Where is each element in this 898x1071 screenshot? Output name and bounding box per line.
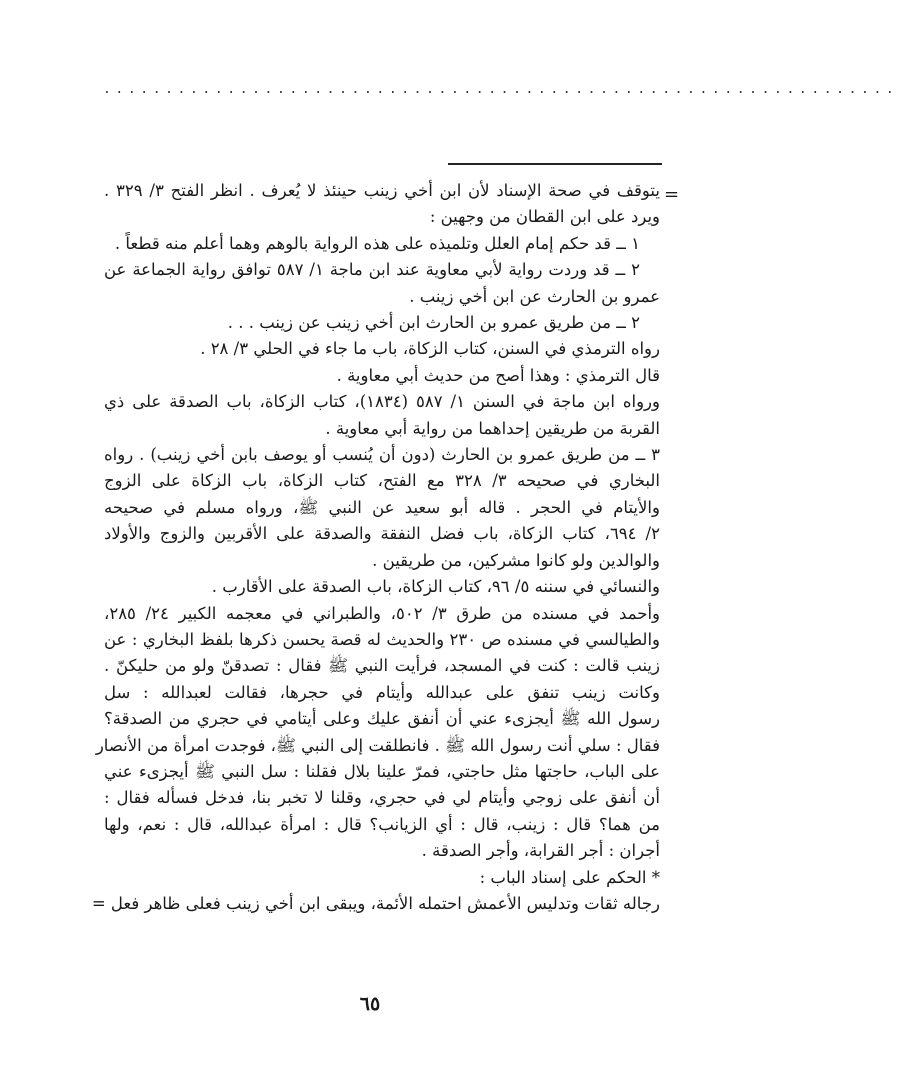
- text-line: ٣ ــ من طريق عمرو بن الحارث (دون أن يُنسب أو يوصف بابن أخي زينب) . رواه: [104, 445, 660, 465]
- text-line: والوالدين ولو كانوا مشركين، من طريقين .: [372, 550, 660, 570]
- footnote-separator: [448, 163, 662, 165]
- text-line: والطيالسي في مسنده ص ٢٣٠ والحديث له قصة يحسن ذكرها بلفظ البخاري : عن: [104, 629, 661, 649]
- text-line: أجران : أجر القرابة، وأجر الصدقة .: [421, 841, 660, 861]
- text-line: ورواه ابن ماجة في السنن ١/ ٥٨٧ (١٨٣٤)، كتاب الزكاة، باب الصدقة على ذي: [104, 392, 660, 412]
- text-line: رواه الترمذي في السنن، كتاب الزكاة، باب ما جاء في الحلي ٣/ ٢٨ .: [200, 339, 660, 359]
- text-line: على الباب، حاجتها مثل حاجتي، فمرّ علينا بلال فقلنا : سل النبي ﷺ أيجزىء عني: [104, 761, 660, 781]
- footnote-text: [91, 178, 661, 917]
- page-number: ٦٥: [359, 993, 381, 1015]
- text-line: والنسائي في سننه ٥/ ٩٦، كتاب الزكاة، باب الصدقة على الأقارب .: [211, 577, 660, 597]
- continuation-mark: =: [664, 184, 680, 205]
- text-line: والأيتام في الحجر . قاله أبو سعيد عن النبي ﷺ، ورواه مسلم في صحيحه: [104, 497, 660, 517]
- text-line: ويرد على ابن القطان من وجهين :: [429, 207, 660, 227]
- text-line: زينب قالت : كنت في المسجد، فرأيت النبي ﷺ فقال : تصدقنّ ولو من حليكنّ .: [104, 656, 660, 676]
- text-line: عمرو بن الحارث عن ابن أخي زينب .: [409, 286, 660, 306]
- text-line: يتوقف في صحة الإسناد لأن ابن أخي زينب حينئذ لا يُعرف . انظر الفتح ٣/ ٣٢٩ .: [104, 181, 660, 200]
- text-line: رجاله ثقات وتدليس الأعمش احتمله الأئمة، ويبقى ابن أخي زينب فعلى ظاهر فعل =: [91, 893, 660, 913]
- text-line: القربة من طريقين إحداهما من رواية أبي معاوية .: [325, 418, 660, 438]
- text-line: ٢/ ٦٩٤، كتاب الزكاة، باب فضل النفقة والصدقة على الأقربين والزوج والأولاد: [104, 524, 660, 544]
- text-line: ١ ــ قد حكم إمام العلل وتلميذه على هذه الرواية بالوهم وهما أعلم منه قطعاً .: [114, 233, 640, 253]
- text-line: فقال : سلي أنت رسول الله ﷺ . فانطلقت إلى النبي ﷺ، فوجدت امرأة من الأنصار: [95, 735, 660, 755]
- header-dotted-rule: ................................................................: [103, 82, 898, 97]
- text-line: وأحمد في مسنده من طرق ٣/ ٥٠٢، والطبراني في معجمه الكبير ٢٤/ ٢٨٥،: [104, 603, 660, 623]
- text-line: رسول الله ﷺ أيجزىء عني أن أنفق عليك وعلى أيتامي في حجري من الصدقة؟: [104, 709, 660, 729]
- text-line: قال الترمذي : وهذا أصح من حديث أبي معاوية .: [336, 365, 660, 385]
- text-line: أن أنفق على زوجي وأيتام لي في حجري، وقلنا لا تخبر بنا، فدخل فسأله فقال :: [104, 788, 660, 808]
- text-line: البخاري في صحيحه ٣/ ٣٢٨ مع الفتح، كتاب الزكاة، باب الزكاة على الزوج: [104, 471, 661, 491]
- section-heading: * الحكم على إسناد الباب :: [479, 867, 660, 887]
- text-line: وكانت زينب تنفق على عبدالله وأيتام في حجرها، فقالت لعبدالله : سل: [104, 682, 660, 702]
- text-line: ٢ ــ قد وردت رواية لأبي معاوية عند ابن ماجة ١/ ٥٨٧ توافق رواية الجماعة عن: [104, 260, 641, 280]
- text-line: من هما؟ قال : زينب، قال : أي الزيانب؟ قال : امرأة عبدالله، قال : نعم، ولها: [104, 814, 660, 834]
- text-line: ٢ ــ من طريق عمرو بن الحارث ابن أخي زينب عن زينب . . .: [227, 313, 640, 333]
